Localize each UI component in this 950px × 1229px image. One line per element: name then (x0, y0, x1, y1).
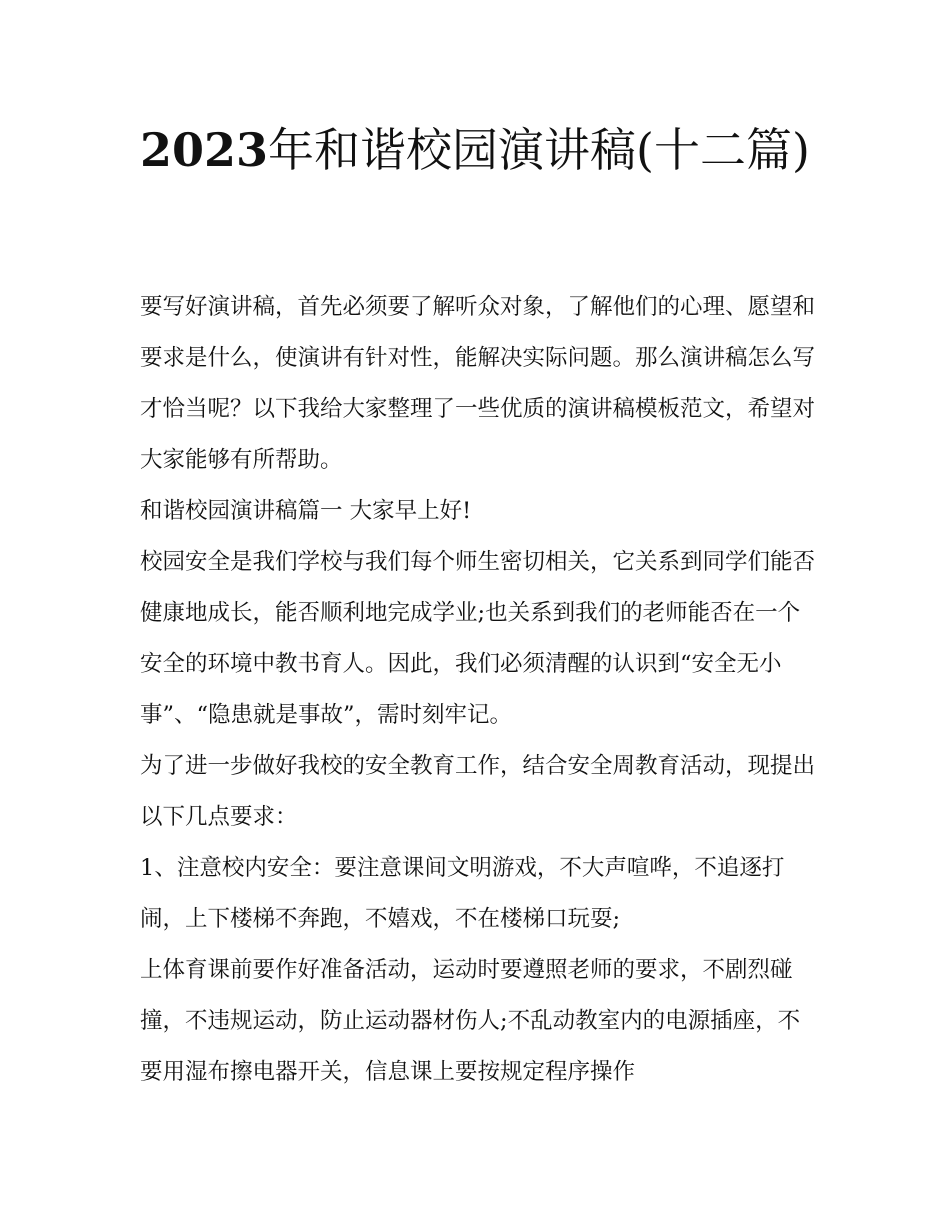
paragraph-pe-class: 上体育课前要作好准备活动，运动时要遵照老师的要求，不剧烈碰撞，不违规运动，防止运动器材伤人;不乱动教室内的电源插座，不要用湿布擦电器开关，信息课上要按规定程序操作 (140, 957, 801, 1085)
paragraph-safety: 校园安全是我们学校与我们每个师生密切相关，它关系到同学们能否健康地成长，能否顺利地完成学业;也关系到我们的老师能否在一个安全的环境中教书育人。因此，我们必须清醒的认识到“安全无小事”、“隐患就是事故”，需时刻牢记。 (140, 549, 816, 728)
paragraph-intro: 要写好演讲稿，首先必须要了解听众对象，了解他们的心理、愿望和要求是什么，使演讲有针对性，能解决实际问题。那么演讲稿怎么写才恰当呢？以下我给大家整理了一些优质的演讲稿模板范文，希望对大家能够有所帮助。 (140, 294, 816, 473)
paragraph-item-1: 1、注意校内安全：要注意课间文明游戏，不大声喧哗，不追逐打闹，上下楼梯不奔跑，不嬉戏，不在楼梯口玩耍; (140, 855, 785, 932)
document-title (140, 114, 820, 186)
title-text: 年和谐校园演讲稿(十二篇) (268, 123, 810, 177)
title-year: 2023 (140, 123, 269, 177)
document-body (140, 282, 820, 1098)
paragraph-greeting: 和谐校园演讲稿篇一 大家早上好! (140, 498, 472, 524)
paragraph-requirements: 为了进一步做好我校的安全教育工作，结合安全周教育活动，现提出以下几点要求： (140, 753, 816, 830)
